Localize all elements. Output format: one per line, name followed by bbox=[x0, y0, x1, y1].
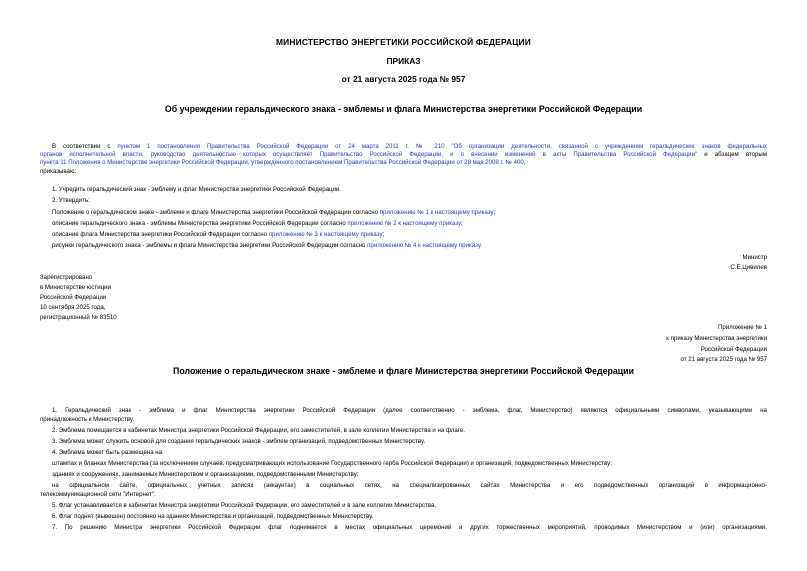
regulation-title: Положение о геральдическом знаке - эмблеме и флаге Министерства энергетики Российской Федерации bbox=[173, 366, 634, 376]
registration-line-1: Зарегистрировано bbox=[40, 274, 93, 281]
regulation-item-6: 6. Флаг поднят (вывешен) постоянно на зданиях Министерства и организаций, подведомственных Министерству. bbox=[52, 513, 374, 520]
link-appendix-1[interactable]: приложению № 1 к настоящему приказу bbox=[379, 209, 494, 216]
document-type: ПРИКАЗ bbox=[386, 56, 421, 66]
approve-item-4-end: . bbox=[480, 242, 482, 249]
signature-name: С.Е.Цивилев bbox=[730, 264, 767, 271]
preamble-text-2: и абзацем вторым bbox=[697, 151, 767, 158]
regulation-item-7: 7. По решению Министра энергетики Российской Федерации флаг поднимается в местах официальных церемоний и других торжественных мероприятий, проводимых Министерством и (или) организациями, bbox=[52, 524, 767, 531]
preamble-line-2 bbox=[40, 151, 767, 158]
approve-item-1 bbox=[52, 209, 495, 216]
approve-item-1-end: ; bbox=[493, 209, 496, 216]
document-title: Об учреждении геральдического знака - эмблемы и флага Министерства энергетики Российской Федерации bbox=[164, 104, 643, 114]
appendix-order-ref: к приказу Министерства энергетики bbox=[666, 335, 767, 342]
registration-line-2: в Министерстве юстиции bbox=[40, 284, 111, 291]
link-appendix-2[interactable]: приложению № 2 к настоящему приказу bbox=[347, 220, 462, 227]
approve-item-3-end: ; bbox=[382, 231, 385, 238]
link-appendix-3[interactable]: приложению № 3 к настоящему приказу bbox=[268, 231, 383, 238]
appendix-label: Приложение № 1 bbox=[717, 324, 767, 331]
regulation-item-3: 3. Эмблема может служить основой для создания геральдических знаков - эмблем организаций, подведомственных Министерству. bbox=[52, 438, 426, 445]
regulation-item-4-3: на официальном сайте, официальных учетных записях (аккаунтах) в социальных сетях, на специализированных сайтах Министерства и его подведомственных организаций в информационно- bbox=[52, 482, 767, 489]
regulation-item-4-1: штампах и бланках Министерства (за исключением случаев, предусматривающих использование Государственного герба Российской Федерации) и организаций, подведомственных Министерству; bbox=[52, 460, 612, 467]
link-regulation-item-11[interactable]: пункта 11 Положения о Министерстве энергетики Российской Федерации, утвержденного постановлением Правительства Российской Федерации от 28 мая 2008 г. № 400, bbox=[40, 159, 526, 166]
approve-item-3-text: описание флага Министерства энергетики Российской Федерации согласно bbox=[52, 231, 269, 238]
approve-item-2 bbox=[52, 220, 463, 227]
approve-item-3 bbox=[52, 231, 384, 238]
regulation-item-1: 1. Геральдический знак - эмблема и флаг Министерства энергетики Российской Федерации (далее соответственно - эмблема, флаг, Министерство) являются официальными символами, указывающими на bbox=[52, 407, 767, 414]
link-appendix-4[interactable]: приложению № 4 к настоящему приказу bbox=[367, 242, 481, 249]
regulation-item-4-3-cont: телекоммуникационной сети "Интернет". bbox=[40, 491, 156, 498]
link-resolution-210-cont[interactable]: органов исполнительной власти, руководство деятельностью которых осуществляет Правительство Российской Федерации, и о внесении изменений в акты Правительства Российской Федерации" bbox=[40, 151, 698, 158]
regulation-item-4-2: зданиях и сооружениях, занимаемых Министерством и организациями, подведомственными Министерству; bbox=[52, 471, 359, 478]
regulation-item-2: 2. Эмблема помещается в кабинетах Министра энергетики Российской Федерации, его заместителей, в зале коллегии Министерства и на флаге. bbox=[52, 427, 465, 434]
registration-number: регистрационный № 83510 bbox=[40, 314, 117, 321]
regulation-item-5: 5. Флаг устанавливается в кабинетах Министра энергетики Российской Федерации, его заместителей и в зале коллегии Министерства. bbox=[52, 502, 437, 509]
signature-position: Министр bbox=[742, 254, 767, 261]
approve-item-4 bbox=[52, 242, 482, 249]
link-resolution-210[interactable]: пунктом 1 постановления Правительства Российской Федерации от 24 марта 2011 г. № 210 "Об организации деятельности, связанной с учреждением геральдических знаков федеральных bbox=[117, 143, 767, 150]
preamble-line-1 bbox=[52, 143, 767, 150]
ministry-name: МИНИСТЕРСТВО ЭНЕРГЕТИКИ РОССИЙСКОЙ ФЕДЕРАЦИИ bbox=[275, 37, 531, 47]
registration-line-4: 10 сентября 2025 года, bbox=[40, 304, 106, 311]
approve-item-1-text: Положение о геральдическом знаке - эмблеме и флаге Министерства энергетики Российской Федерации согласно bbox=[52, 209, 380, 216]
registration-line-3: Российской Федерации bbox=[40, 294, 107, 301]
approve-item-4-text: рисунки геральдического знака - эмблемы и флага Министерства энергетики Российской Федерации согласно bbox=[52, 242, 368, 249]
preamble-order-word: приказываю: bbox=[40, 168, 77, 175]
order-item-1: 1. Учредить геральдический знак - эмблему и флаг Министерства энергетики Российской Федерации. bbox=[52, 186, 341, 193]
approve-item-2-end: ; bbox=[461, 220, 463, 227]
regulation-item-1-cont: принадлежность к Министерству. bbox=[40, 416, 135, 423]
document-date-number: от 21 августа 2025 года № 957 bbox=[341, 74, 466, 84]
order-item-2: 2. Утвердить: bbox=[52, 197, 90, 204]
approve-item-2-text: описание геральдического знака - эмблемы Министерства энергетики Российской Федерации согласно bbox=[52, 220, 348, 227]
preamble-line-3 bbox=[40, 159, 525, 166]
preamble-text: В соответствии с bbox=[52, 143, 118, 150]
appendix-date-number: от 21 августа 2025 года № 957 bbox=[680, 356, 767, 363]
regulation-item-4: 4. Эмблема может быть размещена на: bbox=[52, 449, 164, 456]
appendix-country: Российской Федерации bbox=[700, 346, 767, 353]
